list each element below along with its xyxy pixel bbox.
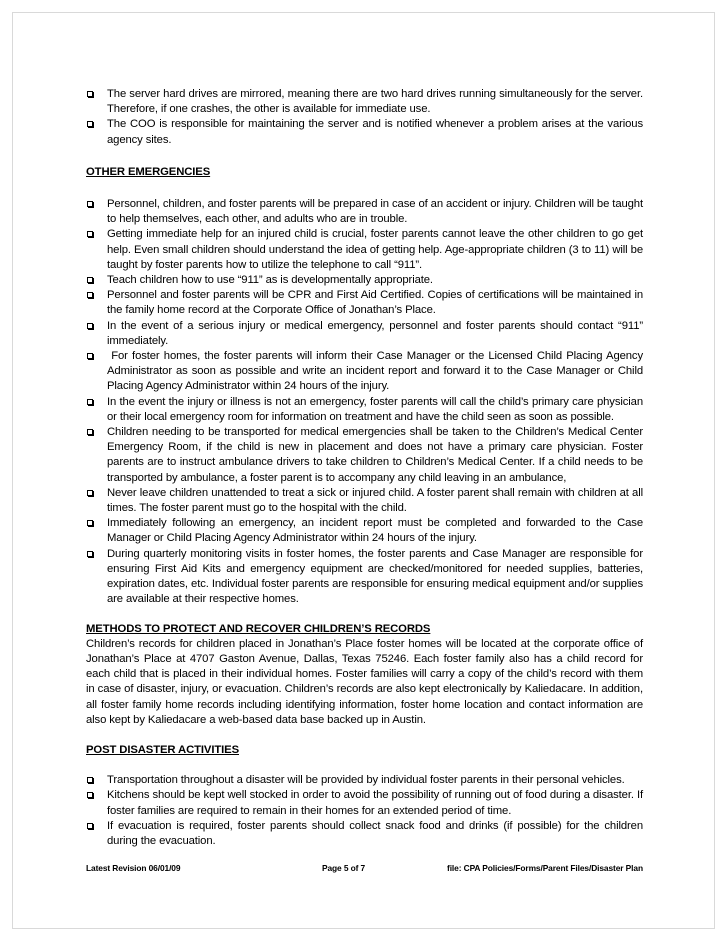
checkbox-bullet-icon (87, 520, 93, 526)
checkbox-bullet-icon (87, 399, 93, 405)
list-item (86, 395, 643, 425)
section-heading-other-emergencies: OTHER EMERGENCIES (86, 165, 211, 178)
checkbox-bullet-icon (87, 353, 93, 359)
checkbox-bullet-icon (87, 429, 93, 435)
list-item (86, 819, 643, 849)
list-item-text: The COO is responsible for maintaining the server and is notified whenever a problem arises at the various agency sites. (107, 118, 643, 146)
checkbox-bullet-icon (87, 792, 93, 798)
footer-page-number: Page 5 of 7 (322, 863, 366, 873)
list-item (86, 516, 643, 546)
checkbox-bullet-icon (87, 292, 93, 298)
checkbox-bullet-icon (87, 551, 93, 557)
list-item-text: Kitchens should be kept well stocked in order to avoid the possibility of running out of food during a disaster. If foster families are required to remain in their homes for an extended period of time. (107, 789, 643, 817)
list-item (86, 349, 647, 395)
list-item-text: In the event of a serious injury or medical emergency, personnel and foster parents should contact “911” immediately. (107, 319, 643, 347)
list-item (86, 319, 643, 349)
checkbox-bullet-icon (87, 323, 93, 329)
checkbox-bullet-icon (87, 231, 93, 237)
list-item (86, 197, 643, 227)
checkbox-bullet-icon (87, 201, 93, 207)
list-item-text: Teach children how to use “911” as is developmentally appropriate. (107, 274, 433, 287)
section-heading-post-disaster: POST DISASTER ACTIVITIES (86, 743, 239, 756)
list-item-text: Getting immediate help for an injured child is crucial, foster parents cannot leave the other children to go get help. Even small children should understand the idea of getting help. Age-appropriate children (3 to 11) will be taught by foster parents how to utilize the telephone to call “911”. (107, 228, 643, 271)
section-heading-records: METHODS TO PROTECT AND RECOVER CHILDREN’S RECORDS (86, 622, 431, 635)
list-item-text: For foster homes, the foster parents will inform their Case Manager or the Licensed Child Placing Agency Administrator as soon as possible and write an incident report and forward it to the Case Manager or Child Placing Agency Administrator within 24 hours of the injury. (107, 350, 647, 393)
list-item-text: Personnel and foster parents will be CPR and First Aid Certified. Copies of certifications will be maintained in the family home record at the Corporate Office of Jonathan’s Place. (107, 289, 643, 317)
other-emergencies-list (86, 197, 647, 607)
checkbox-bullet-icon (87, 121, 93, 127)
list-item (86, 87, 643, 117)
list-item-text: Transportation throughout a disaster will be provided by individual foster parents in their personal vehicles. (107, 774, 625, 787)
list-item (86, 117, 643, 147)
list-item (86, 788, 643, 818)
checkbox-bullet-icon (87, 277, 93, 283)
records-paragraph: Children’s records for children placed in Jonathan’s Place foster homes will be located at the corporate office of Jonathan’s Place at 4707 Gaston Avenue, Dallas, Texas 75246. Each foster family also has a child record for each child that is placed in their individual homes. Foster families will carry a copy of the child’s record with them in case of disaster, injury, or evacuation. Children’s records are also kept electronically by Kaliedacare. In addition, all foster family home records including identifying information, foster home location and contact information are also kept by Kaliedacare a web-based data base backed up in Austin. (86, 637, 643, 726)
list-item-text: Children needing to be transported for medical emergencies shall be taken to the Children’s Medical Center Emergency Room, if the child is new in placement and does not have a primary care physician. Foster parents are to instruct ambulance drivers to take children to Children’s Medical Center. If a child needs to be transported by ambulance, a foster parent is to accompany any child leaving in an ambulance, (107, 426, 643, 484)
list-item-text: Personnel, children, and foster parents will be prepared in case of an accident or injury. Children will be taught to help themselves, each other, and adults who are in trouble. (107, 198, 643, 226)
list-item-text: During quarterly monitoring visits in foster homes, the foster parents and Case Manager are responsible for ensuring First Aid Kits and emergency equipment are checked/monitored for needed supplies, batteries, expiration dates, etc. Individual foster parents are responsible for ensuring medical equipment and/or supplies are available at their respective homes. (107, 547, 643, 606)
list-item-text: If evacuation is required, foster parents should collect snack food and drinks (if possible) for the children during the evacuation. (107, 819, 643, 847)
list-item-text: Immediately following an emergency, an incident report must be completed and forwarded to the Case Manager or Child Placing Agency Administrator within 24 hours of the injury. (107, 517, 643, 545)
document-body (86, 87, 647, 849)
list-item (86, 773, 643, 788)
list-item (86, 425, 643, 486)
checkbox-bullet-icon (87, 91, 93, 97)
footer-file-path: file: CPA Policies/Forms/Parent Files/Disaster Plan (447, 863, 643, 873)
intro-list (86, 87, 643, 148)
list-item (86, 486, 643, 516)
list-item (86, 547, 643, 608)
list-item-text: Never leave children unattended to treat a sick or injured child. A foster parent shall remain with children at all times. The foster parent must go to the hospital with the child. (107, 486, 643, 515)
checkbox-bullet-icon (87, 490, 93, 496)
checkbox-bullet-icon (87, 777, 93, 783)
list-item (86, 227, 643, 273)
post-disaster-list (86, 773, 643, 849)
list-item-text: The server hard drives are mirrored, meaning there are two hard drives running simultaneously for the server. Therefore, if one crashes, the other is available for immediate use. (107, 88, 643, 116)
list-item (86, 273, 643, 288)
list-item (86, 288, 643, 318)
footer-revision: Latest Revision 06/01/09 (86, 863, 181, 873)
checkbox-bullet-icon (87, 823, 93, 829)
list-item-text: In the event the injury or illness is not an emergency, foster parents will call the child’s primary care physician or their local emergency room for information on treatment and have the child seen as soon as possible. (107, 395, 643, 423)
